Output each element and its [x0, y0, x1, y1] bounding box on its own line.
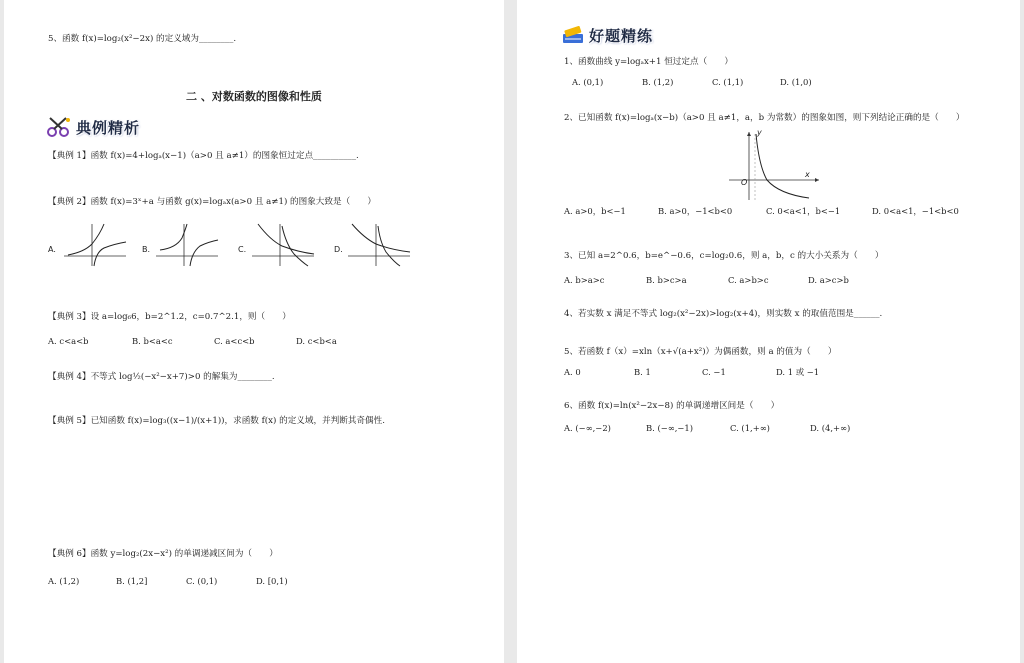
example-2: 【典例 2】函数 f(x)=3ˣ+a 与函数 g(x)=logₐx(a>0 且 a≠1) 的图象大致是（ ） — [48, 197, 376, 207]
option-d: D. c<b<a — [296, 336, 337, 346]
problem-3-options — [564, 274, 984, 286]
option-c: C. (0,1) — [186, 576, 218, 586]
graph-label-b: B. — [142, 245, 151, 254]
option-a: A. c<a<b — [48, 336, 89, 346]
problem-5: 5、若函数 f（x）=xln（x+√(a+x²)）为偶函数，则 a 的值为（ ） — [564, 347, 837, 357]
example-5: 【典例 5】已知函数 f(x)=log₃((x−1)/(x+1))，求函数 f(x) 的定义域，并判断其奇偶性. — [48, 416, 385, 426]
option-b: B. (1,2) — [642, 77, 674, 87]
problem-5-options — [564, 366, 984, 378]
problem-3: 3、已知 a=2^0.6，b=e^−0.6，c=log₂0.6，则 a，b，c 的大小关系为（ ） — [564, 251, 884, 261]
option-a: A. (0,1) — [572, 77, 604, 87]
option-a: A. 0 — [564, 367, 581, 377]
option-d: D. [0,1) — [256, 576, 288, 586]
problem-6-options — [564, 422, 984, 434]
option-c: C. a>b>c — [728, 275, 769, 285]
option-a: A. (−∞,−2) — [564, 423, 611, 433]
graph-label-c: C. — [238, 245, 247, 254]
option-d: D. (1,0) — [780, 77, 812, 87]
problem-1-options — [572, 76, 992, 88]
option-a: A. b>a>c — [564, 275, 605, 285]
problem-2-graph — [727, 130, 821, 202]
axis-x-label: x — [805, 170, 810, 179]
option-b: B. b<a<c — [132, 336, 173, 346]
option-b: B. a>0，−1<b<0 — [658, 206, 733, 216]
option-a: A. a>0，b<−1 — [564, 206, 626, 216]
option-c: C. −1 — [702, 367, 726, 377]
graph-c — [252, 222, 316, 268]
practice-banner — [561, 24, 653, 46]
option-d: D. 0<a<1，−1<b<0 — [872, 206, 959, 216]
problem-4: 4、若实数 x 满足不等式 log₂(x²−2x)>log₂(x+4)，则实数 x 的取值范围是______. — [564, 309, 883, 319]
option-d: D. (4,+∞) — [810, 423, 851, 433]
graph-label-d: D. — [334, 245, 343, 254]
right-page — [517, 0, 1020, 663]
example-3-options — [48, 335, 488, 347]
left-page — [4, 0, 504, 663]
graph-label-a: A. — [48, 245, 56, 254]
option-b: B. 1 — [634, 367, 651, 377]
option-a: A. (1,2) — [48, 576, 80, 586]
axis-y-label: y — [757, 128, 762, 137]
option-d: D. 1 或 −1 — [776, 367, 820, 377]
option-d: D. a>c>b — [808, 275, 849, 285]
graph-d — [348, 222, 412, 268]
example-6: 【典例 6】函数 y=log₂(2x−x²) 的单调递减区间为（ ） — [48, 549, 278, 559]
problem-1: 1、函数曲线 y=logₐx+1 恒过定点（ ） — [564, 57, 733, 67]
option-c: C. a<c<b — [214, 336, 255, 346]
banner-title: 好题精练 — [589, 26, 654, 45]
example-banner — [46, 116, 140, 138]
option-b: B. b>c>a — [646, 275, 687, 285]
scissors-icon — [46, 116, 72, 138]
problem-2-options — [564, 205, 1014, 217]
origin-label: O — [741, 178, 748, 187]
problem-6: 6、函数 f(x)=ln(x²−2x−8) 的单调递增区间是（ ） — [564, 401, 780, 411]
question-5: 5、函数 f(x)=log₂(x²−2x) 的定义域为________. — [48, 34, 237, 44]
option-b: B. (−∞,−1) — [646, 423, 694, 433]
example-3: 【典例 3】设 a=log₆6，b=2^1.2，c=0.7^2.1，则（ ） — [48, 312, 291, 322]
option-b: B. (1,2] — [116, 576, 148, 586]
graph-b — [156, 222, 220, 268]
example-4: 【典例 4】不等式 log½(−x²−x+7)>0 的解集为________. — [48, 372, 275, 382]
problem-2: 2、已知函数 f(x)=logₐ(x−b)（a>0 且 a≠1，a，b 为常数）的图象如图，则下列结论正确的是（ ） — [564, 113, 965, 123]
book-icon — [561, 24, 585, 46]
example-1: 【典例 1】函数 f(x)=4+logₐ(x−1)（a>0 且 a≠1）的图象恒过定点__________. — [48, 151, 359, 161]
graph-a — [64, 222, 128, 268]
option-c: C. (1,1) — [712, 77, 744, 87]
example-6-options — [48, 575, 488, 587]
option-c: C. 0<a<1，b<−1 — [766, 206, 841, 216]
banner-title: 典例精析 — [76, 118, 141, 137]
option-c: C. (1,+∞) — [730, 423, 770, 433]
section-title: 二 、对数函数的图像和性质 — [186, 90, 322, 103]
